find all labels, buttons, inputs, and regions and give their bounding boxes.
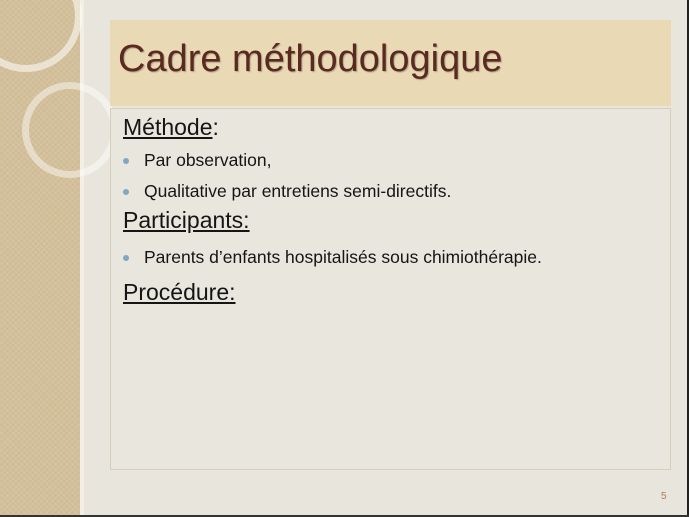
bullet-item (123, 181, 451, 202)
bullet-text: Parents d’enfants hospitalisés sous chimiothérapie. (144, 247, 542, 267)
section-heading-procedure (123, 279, 236, 306)
decorative-side-band (0, 0, 80, 517)
section-heading-procedure-text: Procédure: (123, 279, 236, 305)
bullet-dot-icon (123, 189, 129, 195)
slide-title: Cadre méthodologique (118, 38, 503, 80)
bullet-text: Par observation, (144, 150, 272, 170)
section-heading-methode-text: Méthode (123, 114, 213, 140)
section-heading-participants-text: Participants: (123, 207, 250, 233)
bullet-item (123, 247, 542, 268)
section-heading-methode-colon: : (212, 114, 219, 140)
section-heading-methode (123, 114, 219, 141)
bullet-dot-icon (123, 158, 129, 164)
section-heading-participants (123, 207, 250, 234)
bullet-dot-icon (123, 255, 129, 261)
decorative-ring-middle (22, 82, 118, 178)
slide-page-number: 5 (661, 491, 667, 502)
side-band-edge (80, 0, 84, 517)
bullet-text: Qualitative par entretiens semi-directifs. (144, 181, 452, 201)
bullet-item (123, 150, 271, 171)
